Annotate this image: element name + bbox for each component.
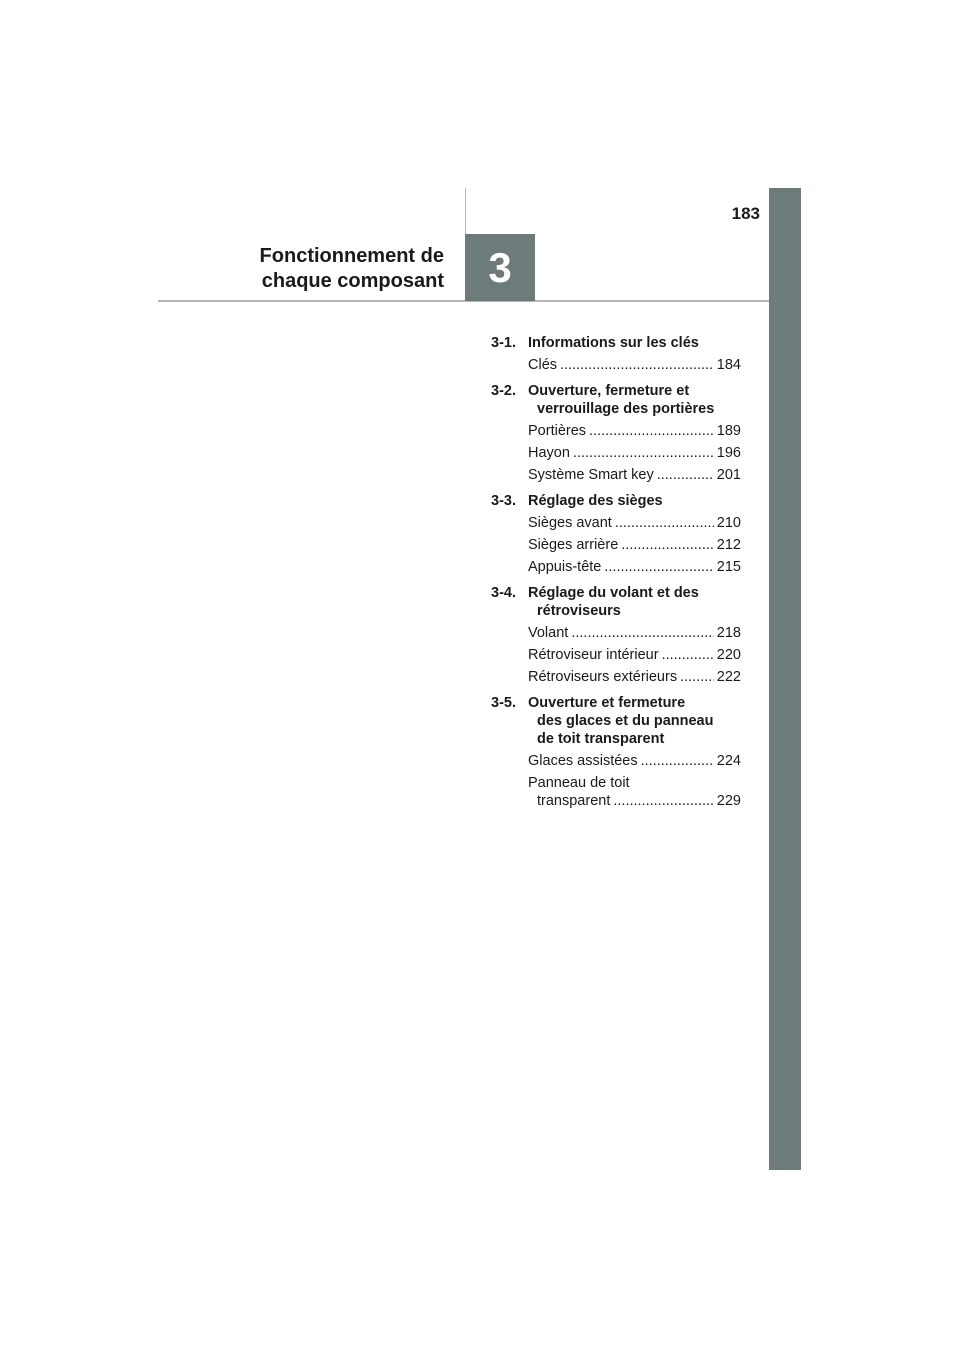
toc-entry[interactable] [491, 558, 741, 576]
toc-entry[interactable] [491, 752, 741, 770]
toc-entry[interactable] [491, 536, 741, 554]
chapter-side-tab [769, 188, 801, 1170]
entry-page: 215 [716, 559, 741, 575]
dot-leader [641, 752, 714, 770]
entry-label: Sièges arrière [528, 537, 619, 553]
toc-entry[interactable] [491, 514, 741, 532]
entry-page: 212 [716, 537, 741, 553]
toc-entry[interactable] [491, 422, 741, 440]
header-vertical-rule [465, 188, 466, 234]
entry-page: 224 [716, 753, 741, 769]
header-horizontal-rule [158, 300, 769, 302]
dot-leader [662, 646, 714, 664]
dot-leader [571, 624, 713, 642]
dot-leader [613, 792, 713, 810]
table-of-contents [491, 334, 741, 814]
toc-section-3-5[interactable] [491, 694, 741, 748]
toc-section-3-3[interactable] [491, 492, 741, 510]
toc-entry[interactable] [491, 774, 741, 810]
dot-leader [604, 558, 713, 576]
entry-label: Volant [528, 625, 569, 641]
entry-label-line1: Panneau de toit [528, 775, 630, 791]
section-title: Réglage du volant et des rétroviseurs [528, 585, 699, 619]
toc-entry[interactable] [491, 356, 741, 374]
entry-page: 201 [716, 467, 741, 483]
page-number: 183 [731, 204, 760, 223]
toc-entry[interactable] [491, 444, 741, 462]
section-number: 3-5. [491, 695, 516, 711]
entry-page: 189 [716, 423, 741, 439]
dot-leader [615, 514, 714, 532]
section-title: Informations sur les clés [528, 335, 699, 351]
entry-page: 229 [716, 793, 741, 809]
toc-entry[interactable] [491, 466, 741, 484]
dot-leader [621, 536, 714, 554]
section-number: 3-1. [491, 335, 516, 351]
entry-page: 184 [716, 357, 741, 373]
dot-leader [589, 422, 714, 440]
chapter-title-line1: Fonctionnement de [259, 245, 444, 267]
entry-page: 218 [716, 625, 741, 641]
section-title: Ouverture, fermeture et verrouillage des portières [528, 383, 715, 417]
entry-label: Rétroviseur intérieur [528, 647, 659, 663]
chapter-number-box: 3 [465, 234, 535, 301]
chapter-title [230, 244, 444, 294]
entry-label: Clés [528, 357, 558, 373]
section-number: 3-3. [491, 493, 516, 509]
entry-label: Portières [528, 423, 587, 439]
entry-label-line2: transparent [537, 793, 611, 809]
toc-section-3-2[interactable] [491, 382, 741, 418]
entry-label: Hayon [528, 445, 570, 461]
entry-label: Système Smart key [528, 467, 654, 483]
chapter-title-line2: chaque composant [261, 270, 444, 292]
dot-leader [657, 466, 714, 484]
entry-label: Sièges avant [528, 515, 612, 531]
entry-label: Rétroviseurs extérieurs [528, 669, 678, 685]
toc-section-3-4[interactable] [491, 584, 741, 620]
entry-page: 222 [716, 669, 741, 685]
section-number: 3-4. [491, 585, 516, 601]
entry-page: 220 [716, 647, 741, 663]
entry-label: Glaces assistées [528, 753, 638, 769]
section-title: Réglage des sièges [528, 493, 663, 509]
dot-leader [573, 444, 714, 462]
toc-entry[interactable] [491, 646, 741, 664]
entry-label: Appuis-tête [528, 559, 602, 575]
toc-entry[interactable] [491, 668, 741, 686]
section-title: Ouverture et fermeture des glaces et du panneau de toit transparent [528, 695, 714, 747]
section-number: 3-2. [491, 383, 516, 399]
dot-leader [680, 668, 714, 686]
dot-leader [560, 356, 714, 374]
toc-entry[interactable] [491, 624, 741, 642]
toc-section-3-1[interactable] [491, 334, 741, 352]
entry-page: 210 [716, 515, 741, 531]
entry-page: 196 [716, 445, 741, 461]
